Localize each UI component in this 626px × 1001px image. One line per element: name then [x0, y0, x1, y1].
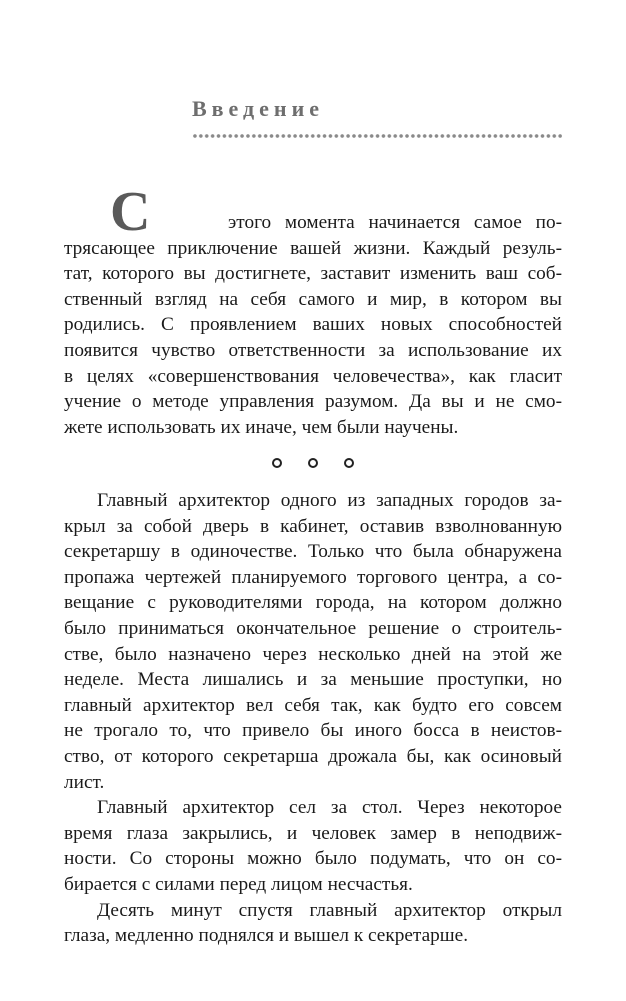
story-line: бирается с силами перед лицом несчастья. [64, 873, 413, 895]
intro-line: жете использовать их иначе, чем были научены. [64, 416, 459, 438]
intro-line: этого момента начинается самое по- [228, 212, 562, 233]
story-line: пропажа чертежей планируемого торгового центра, а со- [64, 566, 562, 588]
story-text [64, 488, 562, 949]
story-line: Главный архитектор одного из западных городов за- [97, 490, 562, 511]
story-line: было приниматься окончательное решение о строитель- [64, 617, 562, 639]
dotted-rule [192, 133, 562, 139]
story-line: неделе. Места лишались и за меньшие проступки, но [64, 669, 562, 691]
story-line: вещание с руководителями города, на котором должно [64, 592, 562, 614]
intro-line: учение о методе управления разумом. Да вы и не смо- [64, 391, 562, 413]
story-line: глаза, медленно поднялся и вышел к секретарше. [64, 925, 469, 947]
intro-line: родились. С проявлением ваших новых способностей [64, 314, 562, 336]
circle-ornament-icon [344, 458, 354, 468]
story-line: ство, от которого секретарша дрожала бы, как осиновый [64, 745, 562, 767]
story-line: Главный архитектор сел за стол. Через некоторое [97, 797, 562, 819]
story-line: Десять минут спустя главный архитектор открыл [97, 899, 562, 921]
story-line: стве, было назначено через несколько дней на этой же [64, 643, 562, 665]
story-line: время глаза закрылись, и человек замер в неподвиж- [64, 822, 562, 844]
circle-ornament-icon [272, 458, 282, 468]
story-line: главный архитектор вел себя так, как будто его совсем [64, 694, 562, 716]
intro-line: появится чувство ответственности за использование их [64, 339, 562, 361]
intro-paragraph [64, 210, 562, 440]
drop-cap: С [110, 181, 151, 243]
story-line: секретаршу в одиночестве. Только что была обнаружена [64, 541, 562, 563]
story-line: крыл за собой дверь в кабинет, оставив взволнованную [64, 515, 562, 537]
story-line: ности. Со стороны можно было подумать, что он со- [64, 848, 562, 870]
intro-line: трясающее приключение вашей жизни. Каждый резуль- [64, 237, 562, 259]
circle-ornament-icon [308, 458, 318, 468]
story-line: лист. [64, 771, 105, 793]
intro-line: в целях «совершенствования человечества», как гласит [64, 365, 562, 387]
story-line: не трогало то, что привело бы иного босса в неистов- [64, 720, 562, 742]
intro-line: тат, которого вы достигнете, заставит изменить ваш соб- [64, 263, 562, 285]
chapter-title: Введение [192, 96, 325, 121]
intro-line: ственный взгляд на себя самого и мир, в котором вы [64, 288, 562, 310]
section-separator [0, 455, 626, 473]
